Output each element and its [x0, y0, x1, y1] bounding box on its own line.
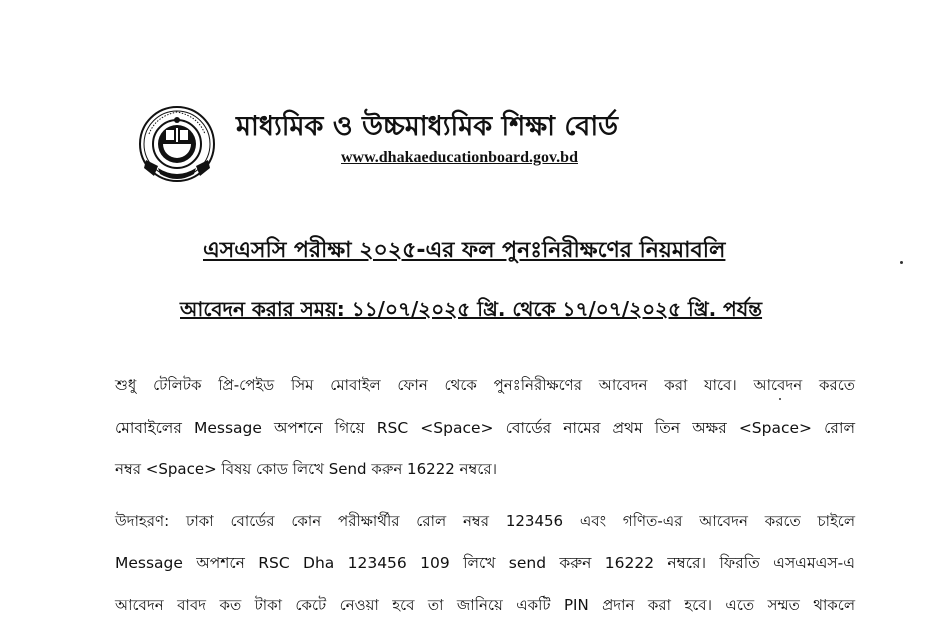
website-link[interactable]: www.dhakaeducationboard.gov.bd: [341, 149, 578, 166]
body-line: নম্বর <Space> বিষয় কোড লিখে Send করুন 16222 নম্বরে।: [115, 460, 497, 478]
application-period: আবেদন করার সময়: ১১/০৭/২০২৫ খ্রি. থেকে ১৭/০৭/২০২৫ খ্রি. পর্যন্ত: [180, 297, 763, 321]
education-board-seal-icon: [136, 104, 218, 186]
body-line: আবেদন বাবদ কত টাকা কেটে নেওয়া হবে তা জানিয়ে একটি PIN প্রদান করা হবে। এতে সম্মত থাকলে: [115, 596, 855, 614]
body-line: মোবাইলের Message অপশনে গিয়ে RSC <Space> বোর্ডের নামের প্রথম তিন অক্ষর <Space> রোল: [115, 419, 855, 437]
notice-title: এসএসসি পরীক্ষা ২০২৫-এর ফল পুনঃনিরীক্ষণের নিয়মাবলি: [203, 238, 726, 263]
board-name: মাধ্যমিক ও উচ্চমাধ্যমিক শিক্ষা বোর্ড: [236, 111, 619, 142]
body-line: শুধু টেলিটক প্রি-পেইড সিম মোবাইল ফোন থেকে পুনঃনিরীক্ষণের আবেদন করা যাবে। আবেদন করতে: [115, 376, 855, 394]
scan-speck: [900, 261, 903, 264]
body-line: উদাহরণ: ঢাকা বোর্ডের কোন পরীক্ষার্থীর রোল নম্বর 123456 এবং গণিত-এর আবেদন করতে চাইলে: [115, 512, 855, 530]
scan-speck: [779, 398, 781, 400]
body-line: Message অপশনে RSC Dha 123456 109 লিখে send করুন 16222 নম্বরে। ফিরতি এসএমএস-এ: [115, 554, 855, 572]
